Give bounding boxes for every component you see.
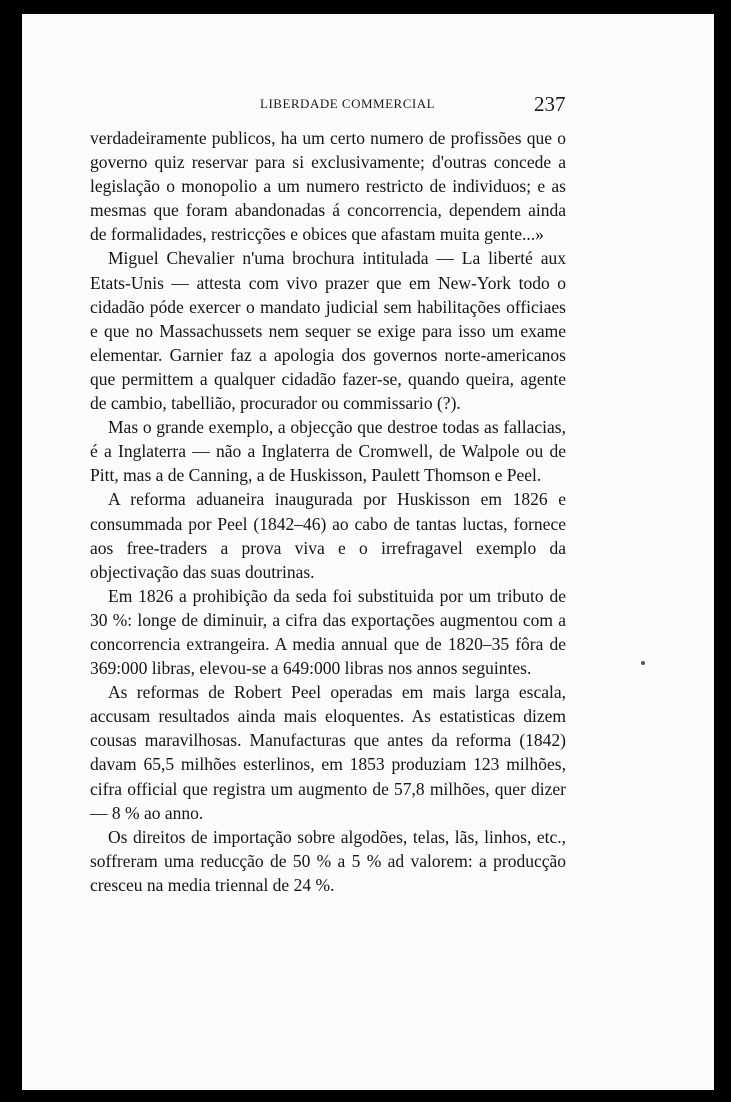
- margin-dot: [641, 661, 645, 665]
- body-text: [90, 126, 566, 897]
- paragraph-5: Em 1826 a prohibição da seda foi substituida por um tributo de 30 %: longe de diminuir, a cifra das exportações augmentou com a concorrencia extrangeira. A media annual que de 1820–35 fôra de 369:000 libras, elevou-se a 649:000 libras nos annos seguintes.: [90, 585, 566, 679]
- paragraph-4: A reforma aduaneira inaugurada por Huskisson em 1826 e consummada por Peel (1842–46) ao cabo de tantas luctas, fornece aos free-traders a prova viva e o irrefragavel exemplo da objectivação das suas doutrinas.: [90, 489, 566, 582]
- page-header: [22, 92, 714, 116]
- running-title: LIBERDADE COMMERCIAL: [260, 96, 436, 111]
- paragraph-1: verdadeiramente publicos, ha um certo numero de profissões que o governo quiz reservar para si exclusivamente; d'outras concede a legislação o monopolio a um numero restricto de individuos; e as mesmas que foram abandonadas á concorrencia, dependem ainda de formalidades, restricções e obices que afastam muita gente...»: [90, 128, 566, 245]
- paragraph-6: As reformas de Robert Peel operadas em mais larga escala, accusam resultados ainda mais eloquentes. As estatisticas dizem cousas maravilhosas. Manufacturas que antes da reforma (1842) davam 65,5 milhões esterlinos, em 1853 produziam 123 milhões, cifra official que registra um augmento de 57,8 milhões, quer dizer — 8 % ao anno.: [90, 682, 566, 823]
- page-number: 237: [534, 92, 566, 116]
- paragraph-7: Os direitos de importação sobre algodões, telas, lãs, linhos, etc., soffreram uma reducção de 50 % a 5 % ad valorem: a producção cresceu na media triennal de 24 %.: [90, 826, 566, 895]
- paragraph-3: Mas o grande exemplo, a objecção que destroe todas as fallacias, é a Inglaterra — não a Inglaterra de Cromwell, de Walpole ou de Pitt, mas a de Canning, a de Huskisson, Paulett Thomson e Peel.: [90, 417, 566, 486]
- book-page: [22, 14, 714, 1090]
- paragraph-2: Miguel Chevalier n'uma brochura intitulada — La liberté aux Etats-Unis — attesta com vivo prazer que em New-York todo o cidadão póde exercer o mandato judicial sem habilitações officiaes e que no Massachussets nem sequer se exige para isso um exame elementar. Garnier faz a apologia dos governos norte-americanos que permittem a qualquer cidadão fazer-se, quando queira, agente de cambio, tabellião, procurador ou commissario (?).: [90, 248, 566, 414]
